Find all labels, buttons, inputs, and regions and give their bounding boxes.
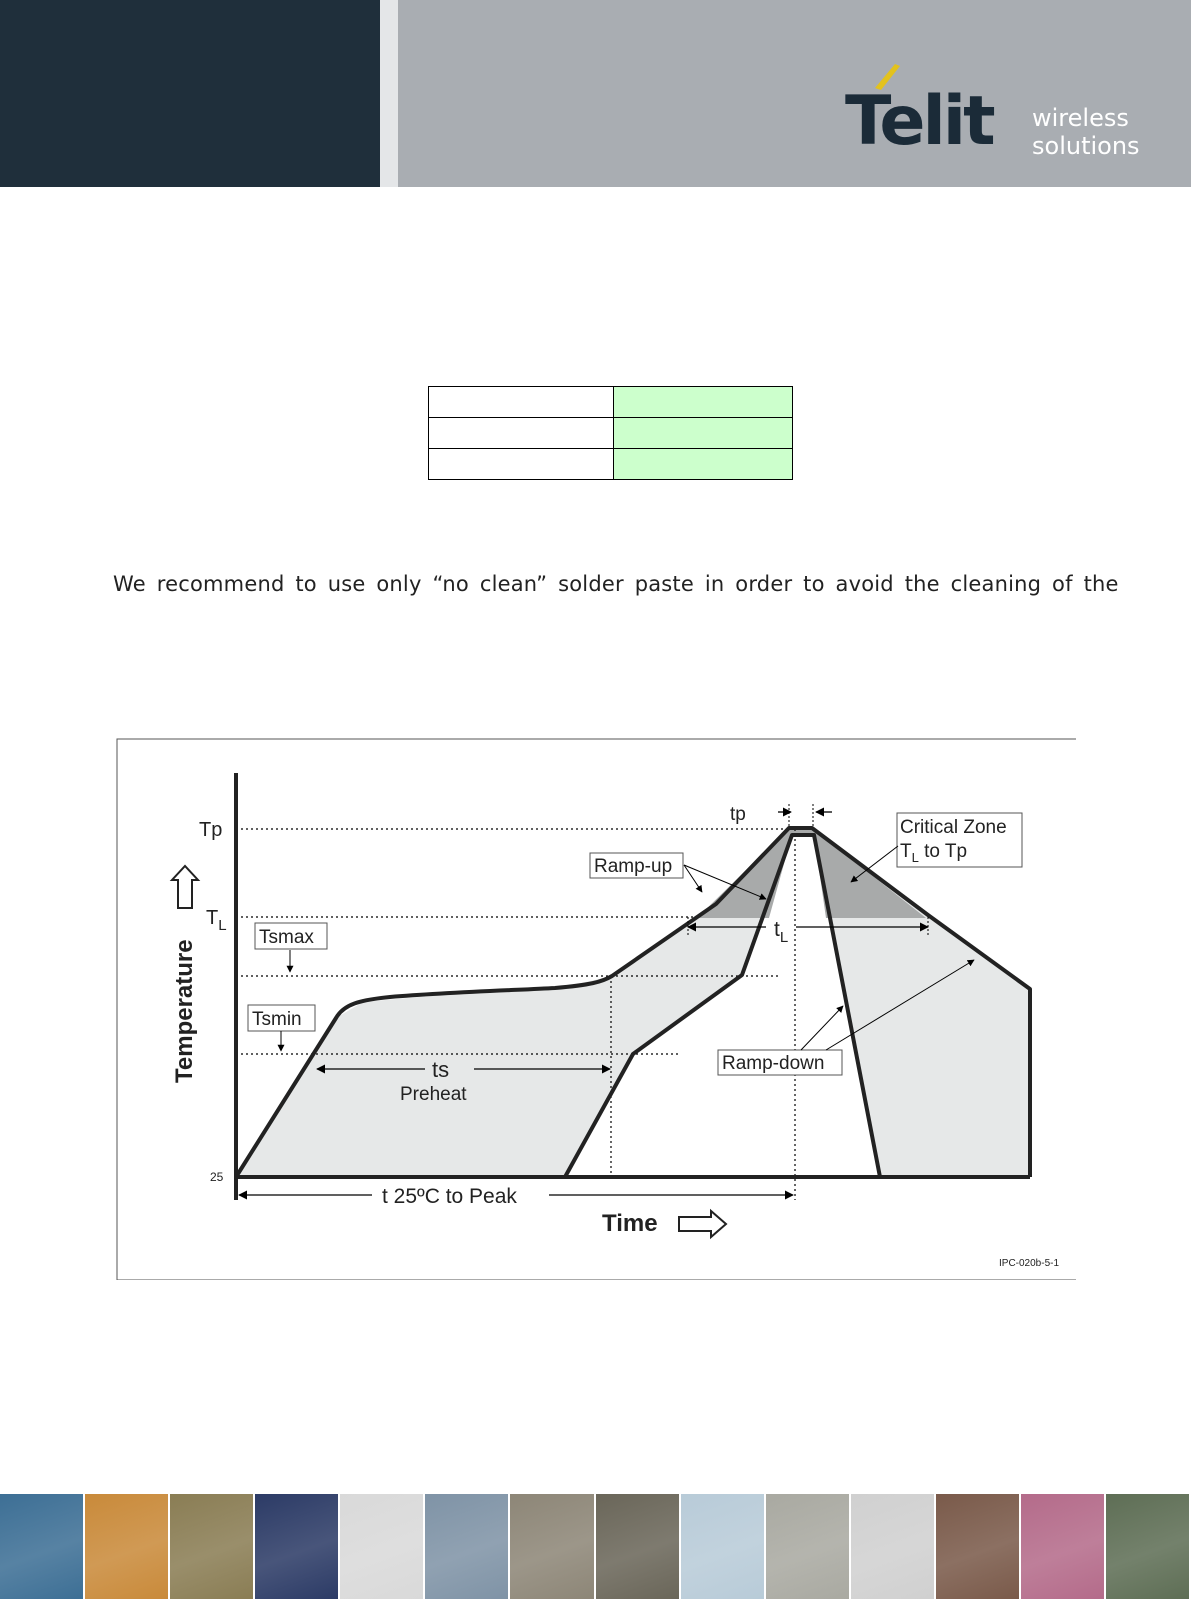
table-cell-value xyxy=(614,387,793,418)
footer-photo xyxy=(766,1494,851,1599)
table-row xyxy=(429,449,793,480)
logo-tagline xyxy=(1032,104,1140,160)
header-divider xyxy=(380,0,398,187)
critical-zone-tl-main: T xyxy=(900,841,912,862)
t-25c-to-peak-label: t 25ºC to Peak xyxy=(382,1185,517,1208)
tick-25: 25 xyxy=(210,1170,224,1184)
table-cell-label xyxy=(429,449,614,480)
logo-brand-name: Telit xyxy=(845,82,993,161)
tp-label: tp xyxy=(730,804,746,825)
tick-tp: Tp xyxy=(199,819,223,841)
telit-logo xyxy=(845,60,1165,170)
footer-photo xyxy=(425,1494,510,1599)
reflow-profile-diagram xyxy=(116,738,1076,1280)
header-dark-panel xyxy=(0,0,380,187)
table-row xyxy=(429,418,793,449)
tl-span-label-main: t xyxy=(774,918,780,941)
ramp-down-label: Ramp-down xyxy=(722,1053,825,1074)
footer-photo xyxy=(936,1494,1021,1599)
footer-photo xyxy=(170,1494,255,1599)
footer-photo xyxy=(85,1494,170,1599)
footer-photo xyxy=(340,1494,425,1599)
tl-span-label-sub: L xyxy=(779,929,789,946)
footer-photo xyxy=(596,1494,681,1599)
critical-zone-label-line2 xyxy=(900,841,967,865)
body-paragraph: We recommend to use only “no clean” solder paste in order to avoid the cleaning of the xyxy=(113,572,1119,596)
y-axis-title: Temperature xyxy=(171,939,198,1083)
footer-photo xyxy=(510,1494,595,1599)
footer-photo xyxy=(681,1494,766,1599)
tsmin-label: Tsmin xyxy=(252,1009,302,1030)
tick-tl-main: T xyxy=(206,907,219,929)
table-cell-label xyxy=(429,418,614,449)
tick-tl-sub: L xyxy=(218,917,227,934)
x-axis-title: Time xyxy=(602,1210,658,1237)
table-cell-value xyxy=(614,449,793,480)
footer-photo xyxy=(1106,1494,1191,1599)
tsmax-label: Tsmax xyxy=(259,927,314,948)
table-cell-value xyxy=(614,418,793,449)
table-row xyxy=(429,387,793,418)
logo-tagline-line1: wireless xyxy=(1032,104,1129,132)
figure-code: IPC-020b-5-1 xyxy=(999,1258,1060,1269)
preheat-label: Preheat xyxy=(400,1084,467,1105)
footer-photo xyxy=(255,1494,340,1599)
critical-zone-rest: to Tp xyxy=(918,841,968,862)
table-cell-label xyxy=(429,387,614,418)
critical-zone-tl-sub: L xyxy=(911,850,919,865)
footer-photo xyxy=(1021,1494,1106,1599)
ramp-up-label: Ramp-up xyxy=(594,856,673,877)
parameter-table xyxy=(428,386,793,480)
ts-label: ts xyxy=(432,1057,450,1082)
critical-zone-label-line1: Critical Zone xyxy=(900,817,1007,838)
footer-photo-strip xyxy=(0,1494,1191,1599)
footer-photo xyxy=(851,1494,936,1599)
logo-tagline-line2: solutions xyxy=(1032,132,1140,160)
footer-photo xyxy=(0,1494,85,1599)
